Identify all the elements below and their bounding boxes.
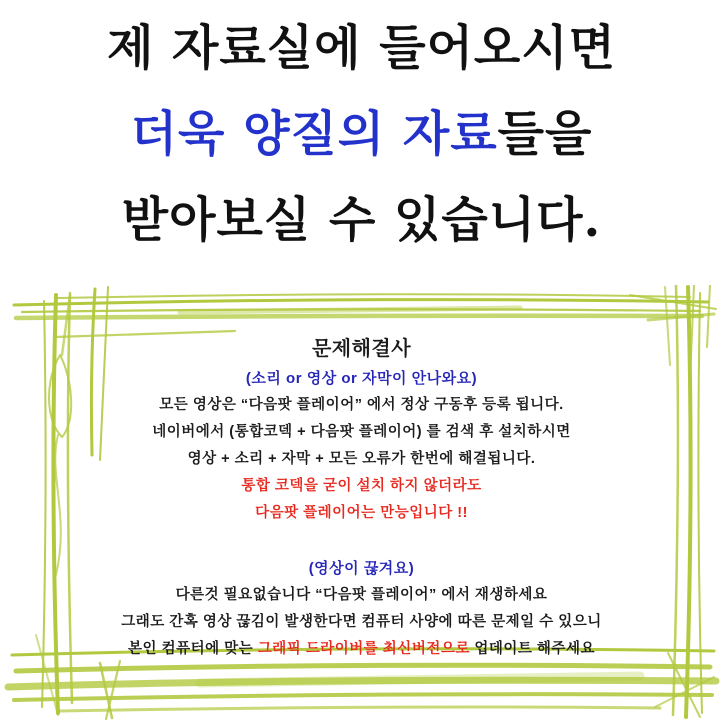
section1-subtitle: (소리 or 영상 or 자막이 안나와요) bbox=[245, 370, 478, 387]
headline bbox=[0, 18, 723, 276]
headline-line-1: 제 자료실에 들어오시면 bbox=[106, 20, 617, 76]
notice-content bbox=[40, 337, 683, 663]
section2-line-3 bbox=[40, 636, 683, 663]
section1-line-1: 모든 영상은 “다음팟 플레이어” 에서 정상 구동후 등록 됩니다. bbox=[159, 397, 564, 413]
section2-line-2: 그래도 간혹 영상 끊김이 발생한다면 컴퓨터 사양에 따른 문제일 수 있으니 bbox=[121, 614, 602, 630]
section2-line-3-highlight: 그래픽 드라이버를 최신버전으로 bbox=[257, 641, 470, 657]
section1-warning-line-1: 통합 코덱을 굳이 설치 하지 않더라도 bbox=[241, 478, 482, 494]
headline-line-2-rest: 들을 bbox=[497, 106, 593, 162]
headline-line-2-highlight: 더욱 양질의 자료 bbox=[130, 106, 498, 162]
section1-line-2: 네이버에서 (통합코덱 + 다음팟 플레이어) 를 검색 후 설치하시면 bbox=[152, 424, 571, 440]
section2-line-3-suffix: 업데이트 해주세요 bbox=[469, 641, 595, 657]
section2-line-3-prefix: 본인 컴퓨터에 맞는 bbox=[128, 641, 258, 657]
notice-frame bbox=[0, 285, 723, 720]
section1-warning-line-2: 다음팟 플레이어는 만능입니다 !! bbox=[255, 505, 468, 521]
notice-title: 문제해결사 bbox=[311, 338, 412, 360]
section-divider bbox=[40, 527, 683, 555]
headline-line-3: 받아보실 수 있습니다. bbox=[121, 192, 602, 248]
section2-line-1: 다른것 필요없습니다 “다음팟 플레이어” 에서 재생하세요 bbox=[175, 587, 548, 603]
section1-line-3: 영상 + 소리 + 자막 + 모든 오류가 한번에 해결됩니다. bbox=[187, 451, 536, 467]
headline-line-2 bbox=[0, 104, 723, 164]
section2-subtitle: (영상이 끊겨요) bbox=[308, 560, 415, 577]
